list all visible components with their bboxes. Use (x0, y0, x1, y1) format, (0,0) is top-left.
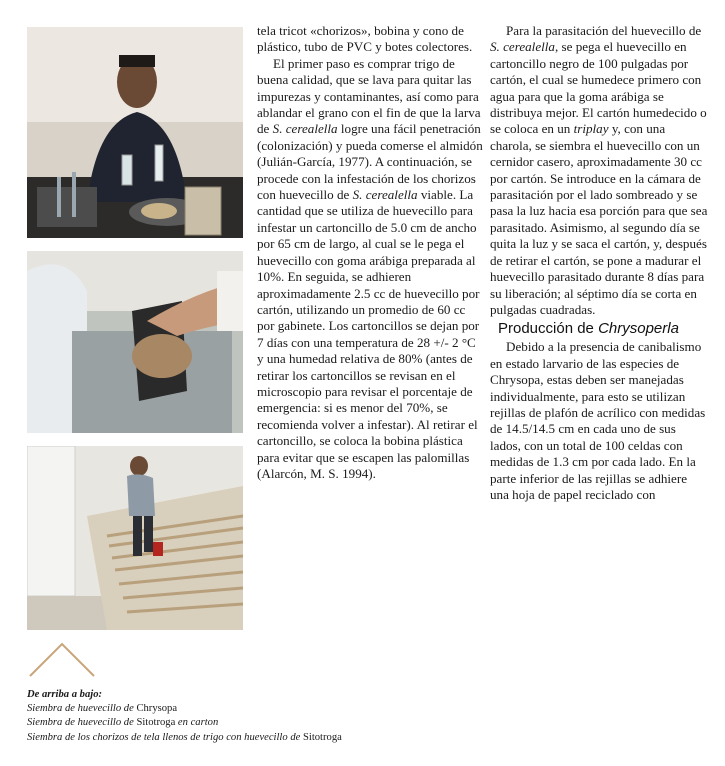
text-run: , se pega el huevecillo en cartoncillo negro de 100 pulgadas por cartón, el cual se humedece primero con agua para que la goma arábiga se distribuya mejor. El cartón humedecido o se coloca en un (490, 39, 707, 137)
heading-text: Producción de (498, 320, 599, 338)
text-run: logre una fácil penetración (colonización) y pueda comerse el almidón (Julián-García, 1977). A continuación, se procede con la infestación de los chorizos con huevecillo de (257, 121, 483, 203)
photo-caption (27, 688, 707, 745)
paragraph-infestation (257, 56, 483, 483)
caption-text: Siembra de huevecillo de (27, 703, 137, 715)
text-run: El primer paso es comprar trigo de buena calidad, que se lava para quitar las impurezas y contaminantes, así como para ablandar el grano con el fin de que la larva de (257, 55, 481, 137)
text-run: y, con una charola, se siembra el huevecillo con un cernidor casero, aproximadamente 30 cc por cartón. Se introduce en la cámara de parasitación por el lado sombreado y se pasa la luz hacia esa porción para que sea parasitado. Asimismo, al segundo día se quita la luz y se saca el cartón, y, después de retirar el cartón, se pone a madurar el huevecillo parasitado durante 8 días para su liberación; al séptimo día se corta en pulgadas cuadradas. (490, 121, 708, 317)
caption-line-1 (27, 702, 707, 716)
caret-up-decoration-icon (27, 640, 97, 680)
caption-text: Siembra de los chorizos de tela llenos de trigo con huevecillo de (27, 731, 303, 743)
caption-heading: De arriba a bajo: (27, 689, 103, 700)
caption-genus: Sitotroga (302, 731, 342, 743)
photo-sitotroga-chorizos (27, 446, 243, 630)
caption-line-2 (27, 716, 707, 730)
heading-genus: Chrysoperla (598, 320, 679, 338)
text-column-right (490, 23, 708, 503)
paragraph-parasitation (490, 23, 708, 318)
text-run: viable. La cantidad que se utiliza de huevecillo para infestar un cartoncillo de 5.0 cm de ancho por 65 cm de largo, al cual se le pega el huevecillo con goma arábiga preparada al 10%. En seguida, se adhieren aproximadamente 2.5 cc de huevecillo por cartón, utilizando un promedio de 60 cc por gabinete. Los cartoncillos se dejan por 7 días con una temperatura de 28 +/- 2 °C y una humedad relativa de 80% (antes de retirar los cartoncillos se revisan en el microscopio para revisar el porcentaje de emergencia: si es menor del 70%, se recomienda volver a infestar). Al retirar el cartoncillo, se coloca la bobina plástica para evitar que se escapen las palomillas (Alarcón, M. S. 1994). (257, 187, 480, 481)
paragraph-materials: tela tricot «chorizos», bobina y cono de plástico, tubo de PVC y botes colectores. (257, 23, 473, 55)
text-column-middle (257, 23, 483, 482)
caption-text: Siembra de huevecillo de (27, 717, 137, 729)
section-heading-chrysoperla (498, 319, 708, 339)
species-name: S. cerealella (272, 121, 338, 137)
photo-chrysopa-sowing (27, 27, 243, 238)
species-name: S. cerealella (490, 39, 555, 55)
caption-line-3 (27, 731, 707, 745)
caption-genus: Sitotroga (136, 717, 176, 729)
species-name: S. cerealella (352, 187, 418, 203)
paragraph-chrysoperla: Debido a la presencia de canibalismo en estado larvario de las especies de Chrysopa, estas deben ser manejadas individualmente, para esto se utilizan rejillas de plafón de acrílico con medidas de 14.5/14.5 cm en cada uno de sus lados, con un total de 100 celdas con medidas de 1.3 cm por cada lado. En la parte inferior de las rejillas se adhiere una hoja de papel reciclado con (490, 339, 706, 502)
photo-sitotroga-egg-card (27, 251, 243, 433)
caption-text: en carton (175, 717, 219, 729)
text-run: Para la parasitación del huevecillo de (506, 23, 702, 38)
caption-genus: Chrysopa (136, 703, 178, 715)
term-triplay: triplay (573, 121, 609, 137)
